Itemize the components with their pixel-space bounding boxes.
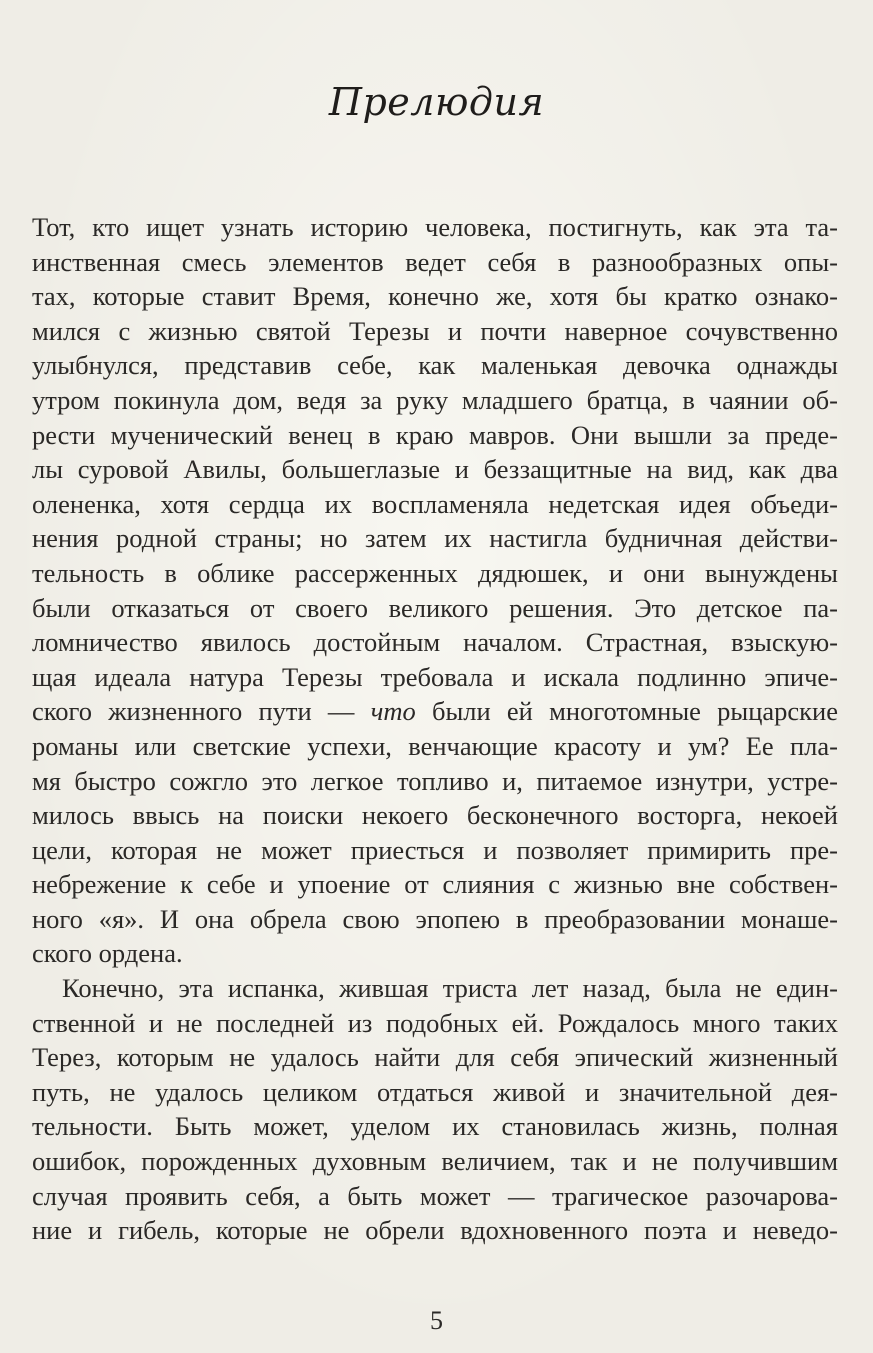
text-line: лы суровой Авилы, большеглазые и беззащитные на вид, как два [32, 454, 838, 485]
text-line: путь, не удалось целиком отдаться живой и значительной дея- [32, 1076, 838, 1107]
text-line: ственной и не последней из подобных ей. Рождалось много таких [32, 1007, 838, 1038]
text-line: улыбнулся, представив себе, как маленькая девочка однажды [32, 350, 838, 381]
text-line: олененка, хотя сердца их воспламеняла недетская идея объеди- [32, 488, 838, 519]
body-text [32, 210, 838, 1248]
text-line: Терез, которым не удалось найти для себя эпический жизненный [32, 1042, 838, 1073]
text-line: ского ордена. [32, 938, 183, 969]
text-line: утром покинула дом, ведя за руку младшего братца, в чаянии об- [32, 384, 838, 415]
text-line: небрежение к себе и упоение от слияния с жизнью вне собствен- [32, 869, 838, 900]
text-line: тах, которые ставит Время, конечно же, хотя бы кратко ознако- [32, 281, 838, 312]
text-line: инственная смесь элементов ведет себя в разнообразных опы- [32, 246, 838, 277]
text-line [32, 694, 838, 729]
text-line: романы или светские успехи, венчающие красоту и ум? Ее пла- [32, 730, 838, 761]
text-line: ломничество явилось достойным началом. Страстная, взыскую- [32, 627, 838, 658]
text-line: Конечно, эта испанка, жившая триста лет назад, была не един- [62, 973, 838, 1004]
text-line: милось ввысь на поиски некоего бесконечного восторга, некоей [32, 800, 838, 831]
emphasis-word: что [370, 696, 416, 727]
text-line: мя быстро сожгло это легкое топливо и, питаемое изнутри, устре- [32, 765, 838, 796]
text-line: ного «я». И она обрела свою эпопею в преобразовании монаше- [32, 903, 838, 934]
page-number: 5 [430, 1306, 443, 1335]
text-line: ошибок, порожденных духовным величием, так и не получившим [32, 1146, 838, 1177]
text-line: цели, которая не может приесться и позволяет примирить пре- [32, 834, 838, 865]
text-segment: были ей многотомные рыцарские [415, 696, 838, 727]
text-line: нения родной страны; но затем их настигла будничная действи- [32, 523, 838, 554]
text-line: тельность в облике рассерженных дядюшек, и они вынуждены [32, 557, 838, 588]
text-line: были отказаться от своего великого решения. Это детское па- [32, 592, 838, 623]
text-line: рести мученический венец в краю мавров. Они вышли за преде- [32, 419, 838, 450]
text-line: тельности. Быть может, уделом их становилась жизнь, полная [32, 1111, 838, 1142]
text-line: Тот, кто ищет узнать историю человека, постигнуть, как эта та- [32, 212, 838, 242]
text-line: щая идеала натура Терезы требовала и искала подлинно эпиче- [32, 661, 838, 692]
text-line: мился с жизнью святой Терезы и почти наверное сочувственно [32, 315, 838, 346]
chapter-title: Прелюдия [328, 80, 545, 124]
text-line: случая проявить себя, а быть может — трагическое разочарова- [32, 1180, 838, 1211]
text-segment: ского жизненного пути — [32, 696, 371, 727]
text-line: ние и гибель, которые не обрели вдохновенного поэта и неведо- [32, 1215, 838, 1246]
